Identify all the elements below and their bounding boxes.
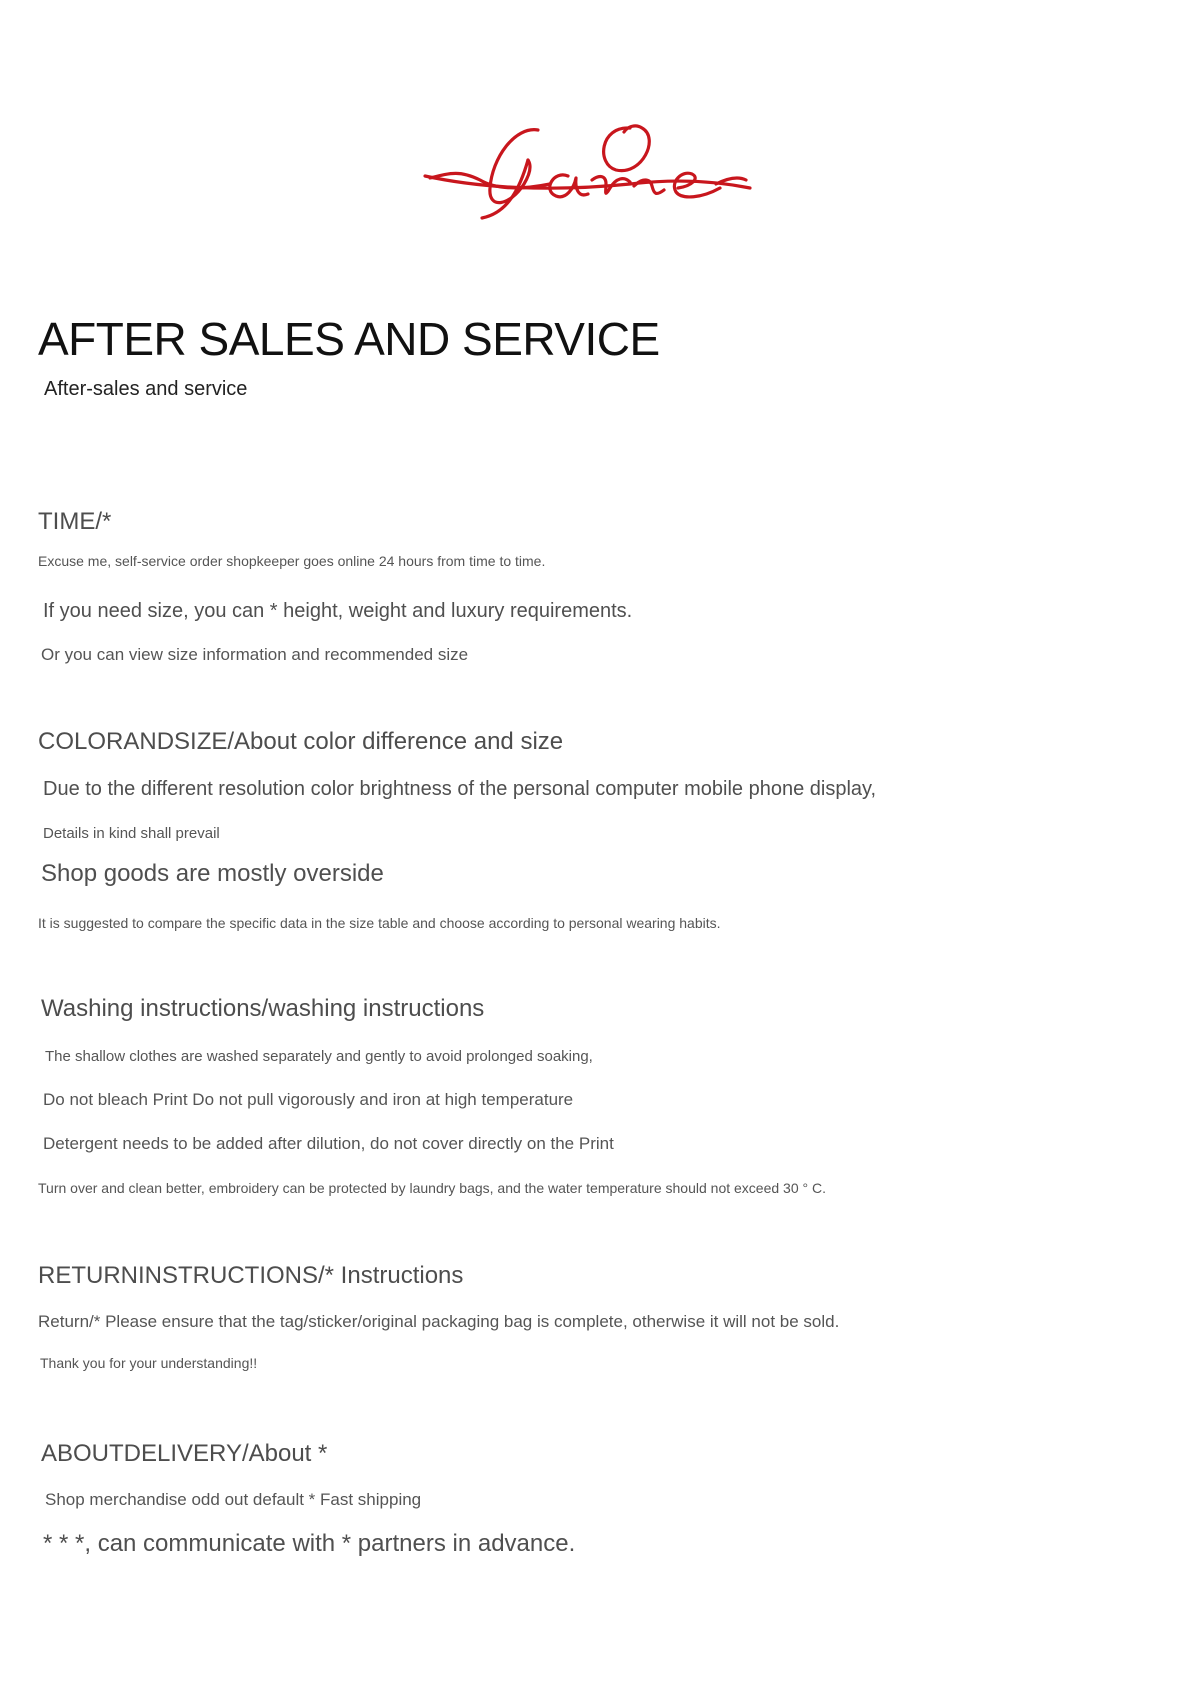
time-line-3: Or you can view size information and recommended size [41, 645, 469, 664]
washing-line-4: Turn over and clean better, embroidery can be protected by laundry bags, and the water temperature should not exceed 30 ° C. [38, 1180, 826, 1196]
color-size-line-4: It is suggested to compare the specific data in the size table and choose according to personal wearing habits. [38, 915, 721, 931]
page-title: AFTER SALES AND SERVICE [38, 313, 660, 365]
color-size-line-2: Details in kind shall prevail [43, 825, 220, 842]
page-subtitle: After-sales and service [44, 378, 248, 400]
washing-line-3: Detergent needs to be added after dilution, do not cover directly on the Print [43, 1134, 614, 1153]
time-line-1: Excuse me, self-service order shopkeeper goes online 24 hours from time to time. [38, 553, 546, 569]
section-heading-returns: RETURNINSTRUCTIONS/* Instructions [38, 1262, 464, 1289]
section-heading-color-size: COLORANDSIZE/About color difference and size [38, 728, 564, 755]
returns-line-2: Thank you for your understanding!! [40, 1355, 258, 1371]
returns-line-1: Return/* Please ensure that the tag/sticker/original packaging bag is complete, otherwise it will not be sold. [38, 1312, 840, 1331]
section-heading-washing: Washing instructions/washing instructions [41, 995, 485, 1022]
color-size-line-1: Due to the different resolution color brightness of the personal computer mobile phone display, [43, 778, 877, 800]
washing-line-1: The shallow clothes are washed separately and gently to avoid prolonged soaking, [45, 1048, 593, 1065]
washing-line-2: Do not bleach Print Do not pull vigorously and iron at high temperature [43, 1090, 574, 1109]
section-heading-delivery: ABOUTDELIVERY/About * [41, 1440, 328, 1467]
section-heading-time: TIME/* [38, 508, 112, 535]
brand-logo [420, 118, 780, 228]
color-size-line-3: Shop goods are mostly overside [41, 860, 384, 887]
delivery-line-1: Shop merchandise odd out default * Fast shipping [45, 1490, 422, 1509]
time-line-2: If you need size, you can * height, weight and luxury requirements. [43, 600, 633, 622]
delivery-line-2: * * *, can communicate with * partners in advance. [43, 1530, 576, 1557]
